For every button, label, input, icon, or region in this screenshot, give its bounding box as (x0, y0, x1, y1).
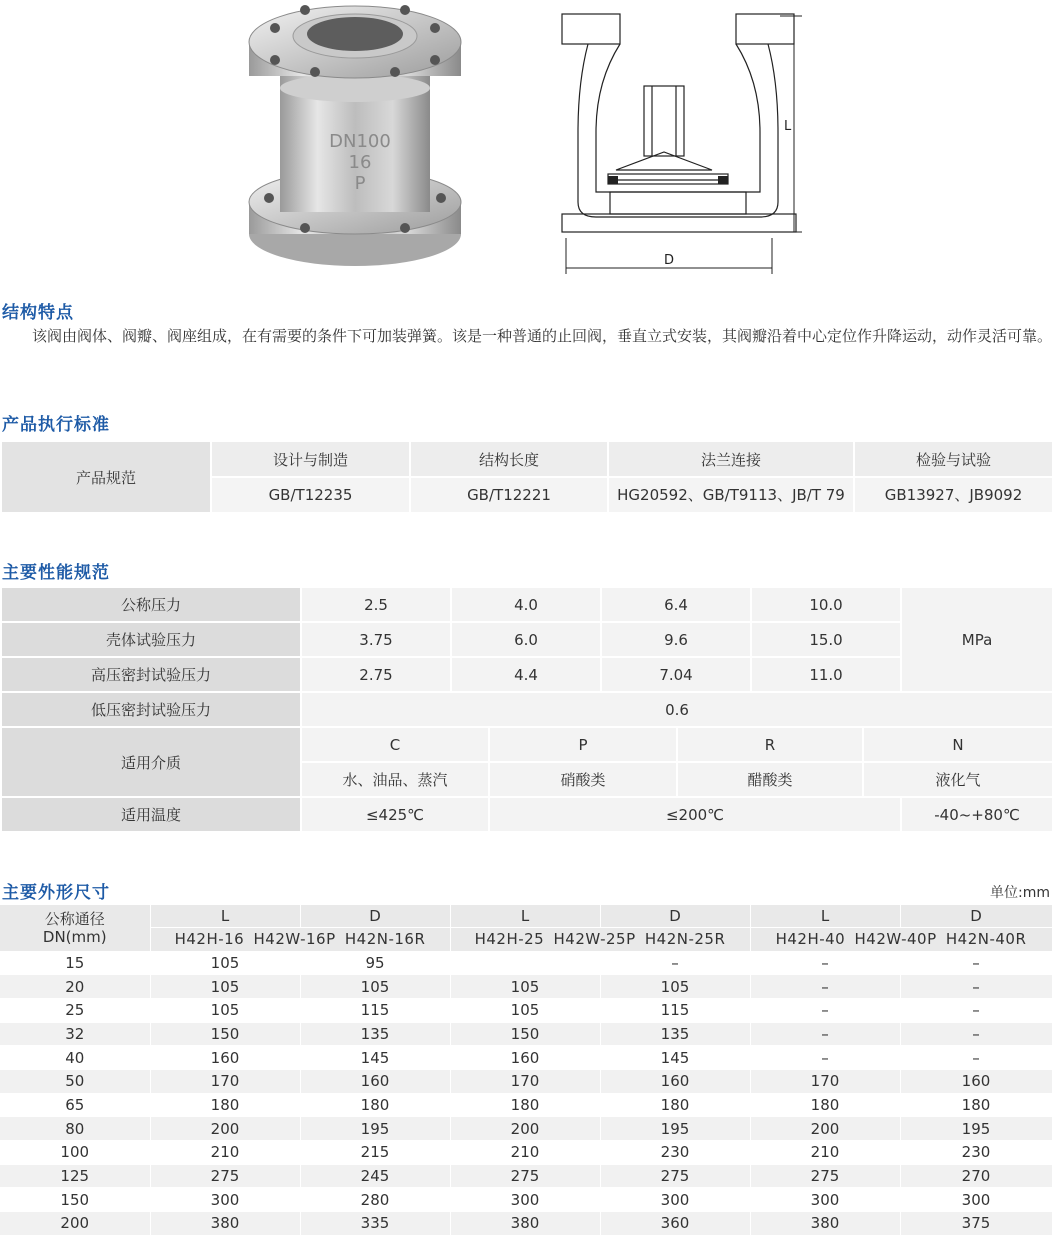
col-letter: L (750, 905, 900, 927)
standards-title: 产品执行标准 (2, 415, 110, 435)
dn-header-line: 公称通径 (44, 909, 105, 928)
temperature-value: -40~+80℃ (901, 797, 1052, 832)
dim-cell: 105 (150, 951, 300, 975)
dim-cell: 200 (750, 1117, 900, 1141)
dim-cell: 105 (600, 975, 750, 999)
perf-value: 6.4 (601, 587, 751, 622)
dim-cell: 275 (750, 1164, 900, 1188)
dim-cell: 105 (300, 975, 450, 999)
dim-cell: – (750, 951, 900, 975)
dimension-label-d: D (664, 253, 675, 268)
dim-cell: 215 (300, 1141, 450, 1165)
perf-value: 15.0 (751, 622, 901, 657)
table-row (0, 975, 1052, 999)
dim-cell: 300 (900, 1188, 1052, 1212)
table-row (0, 1117, 1052, 1141)
dim-cell: 170 (750, 1069, 900, 1093)
dim-cell: 230 (600, 1141, 750, 1165)
media-code: R (677, 727, 863, 762)
dn-header-line: DN(mm) (42, 927, 107, 946)
dim-cell: 170 (450, 1069, 600, 1093)
dn-cell: 50 (0, 1069, 150, 1093)
dim-cell: 180 (150, 1093, 300, 1117)
perf-unit: MPa (901, 587, 1052, 692)
media-code: P (489, 727, 677, 762)
dim-cell: 210 (750, 1141, 900, 1165)
dn-cell: 200 (0, 1212, 150, 1236)
dim-cell: 195 (300, 1117, 450, 1141)
dim-cell: – (900, 1022, 1052, 1046)
standards-header: 结构长度 (410, 441, 608, 477)
standards-header: 法兰连接 (608, 441, 854, 477)
valve-photo (245, 2, 465, 272)
dim-cell: 275 (600, 1164, 750, 1188)
temperature-value: ≤200℃ (489, 797, 901, 832)
dim-cell: 145 (300, 1046, 450, 1070)
col-letter: L (150, 905, 300, 927)
dim-cell: 245 (300, 1164, 450, 1188)
dn-cell: 40 (0, 1046, 150, 1070)
dim-cell: – (750, 1046, 900, 1070)
dn-cell: 20 (0, 975, 150, 999)
dim-cell: 135 (300, 1022, 450, 1046)
temperature-value: ≤425℃ (301, 797, 489, 832)
perf-value: 0.6 (301, 692, 1052, 727)
photo-marking-material: P (354, 173, 366, 194)
dim-cell: 160 (150, 1046, 300, 1070)
dim-cell: 275 (150, 1164, 300, 1188)
media-name: 醋酸类 (677, 762, 863, 797)
table-row (0, 1093, 1052, 1117)
dn-cell: 25 (0, 998, 150, 1022)
dn-cell: 125 (0, 1164, 150, 1188)
structure-title: 结构特点 (2, 303, 74, 323)
unit-note: 单位:mm (990, 885, 1050, 901)
dn-cell: 65 (0, 1093, 150, 1117)
dim-cell: 280 (300, 1188, 450, 1212)
dim-cell: 195 (600, 1117, 750, 1141)
photo-marking-pn: 16 (348, 152, 372, 173)
dim-cell: 150 (150, 1022, 300, 1046)
performance-title: 主要性能规范 (2, 563, 110, 583)
dim-cell: 160 (900, 1069, 1052, 1093)
dim-cell: 180 (300, 1093, 450, 1117)
dim-cell: 170 (150, 1069, 300, 1093)
media-name: 液化气 (863, 762, 1052, 797)
dim-cell: 360 (600, 1212, 750, 1236)
dim-cell: 180 (450, 1093, 600, 1117)
perf-value: 11.0 (751, 657, 901, 692)
dim-cell: 160 (600, 1069, 750, 1093)
dim-cell: – (750, 975, 900, 999)
perf-row-label: 低压密封试验压力 (1, 692, 301, 727)
model-group: H42H-16 H42W-16P H42N-16R (150, 927, 450, 951)
dim-cell: 300 (450, 1188, 600, 1212)
media-code: C (301, 727, 489, 762)
perf-row-label: 公称压力 (1, 587, 301, 622)
dim-cell: – (900, 975, 1052, 999)
dim-cell: 105 (450, 998, 600, 1022)
dn-cell: 32 (0, 1022, 150, 1046)
standards-table (0, 440, 1052, 514)
dim-cell: 160 (450, 1046, 600, 1070)
dim-cell: 380 (150, 1212, 300, 1236)
model-group: H42H-25 H42W-25P H42N-25R (450, 927, 750, 951)
dim-cell: – (750, 1022, 900, 1046)
dim-cell: 115 (600, 998, 750, 1022)
col-letter: D (600, 905, 750, 927)
photo-marking-dn: DN100 (329, 131, 391, 152)
perf-value: 4.0 (451, 587, 601, 622)
perf-row-label: 高压密封试验压力 (1, 657, 301, 692)
table-row (0, 1188, 1052, 1212)
perf-value: 6.0 (451, 622, 601, 657)
valve-section-drawing (548, 2, 810, 280)
dim-cell: 115 (300, 998, 450, 1022)
dn-cell: 15 (0, 951, 150, 975)
table-row (0, 1141, 1052, 1165)
dimensions-table (0, 905, 1052, 1236)
dim-cell: 105 (450, 975, 600, 999)
standards-value: GB13927、JB9092 (854, 477, 1052, 513)
dim-cell: 380 (450, 1212, 600, 1236)
dim-cell: 210 (150, 1141, 300, 1165)
col-letter: D (900, 905, 1052, 927)
standards-header: 设计与制造 (211, 441, 410, 477)
standards-row-label: 产品规范 (1, 441, 211, 513)
dim-cell: 180 (750, 1093, 900, 1117)
dimension-label-l: L (784, 119, 792, 134)
dim-cell: 300 (750, 1188, 900, 1212)
dim-cell: 150 (450, 1022, 600, 1046)
dim-cell: 375 (900, 1212, 1052, 1236)
perf-value: 7.04 (601, 657, 751, 692)
perf-row-label: 适用温度 (1, 797, 301, 832)
dim-cell: 230 (900, 1141, 1052, 1165)
media-name: 硝酸类 (489, 762, 677, 797)
standards-header: 检验与试验 (854, 441, 1052, 477)
table-row (0, 1022, 1052, 1046)
media-code: N (863, 727, 1052, 762)
perf-row-label: 壳体试验压力 (1, 622, 301, 657)
perf-row-label: 适用介质 (1, 727, 301, 797)
dn-cell: 80 (0, 1117, 150, 1141)
dim-cell: 200 (450, 1117, 600, 1141)
dn-cell: 100 (0, 1141, 150, 1165)
dim-cell: 300 (600, 1188, 750, 1212)
col-letter: L (450, 905, 600, 927)
dim-cell: 180 (900, 1093, 1052, 1117)
dim-cell: 300 (150, 1188, 300, 1212)
dim-cell: – (750, 998, 900, 1022)
table-row (0, 1212, 1052, 1236)
dim-cell: – (600, 951, 750, 975)
performance-table (0, 586, 1052, 833)
dim-cell: 335 (300, 1212, 450, 1236)
table-row (0, 1046, 1052, 1070)
dim-cell: 95 (300, 951, 450, 975)
table-row (0, 1069, 1052, 1093)
dn-header (0, 905, 150, 951)
dim-cell: – (900, 998, 1052, 1022)
perf-value: 9.6 (601, 622, 751, 657)
table-row (0, 951, 1052, 975)
dim-cell: 180 (600, 1093, 750, 1117)
dim-cell: 210 (450, 1141, 600, 1165)
standards-value: GB/T12221 (410, 477, 608, 513)
perf-value: 3.75 (301, 622, 451, 657)
table-row (0, 1164, 1052, 1188)
dim-cell: 270 (900, 1164, 1052, 1188)
dim-cell: 195 (900, 1117, 1052, 1141)
dim-cell: 135 (600, 1022, 750, 1046)
standards-value: GB/T12235 (211, 477, 410, 513)
col-letter: D (300, 905, 450, 927)
table-row (0, 998, 1052, 1022)
perf-value: 2.5 (301, 587, 451, 622)
dim-cell: 380 (750, 1212, 900, 1236)
dim-cell: 105 (150, 975, 300, 999)
dim-cell: 275 (450, 1164, 600, 1188)
dimensions-title: 主要外形尺寸 (2, 883, 110, 903)
dn-cell: 150 (0, 1188, 150, 1212)
media-name: 水、油品、蒸汽 (301, 762, 489, 797)
perf-value: 10.0 (751, 587, 901, 622)
dim-cell: 200 (150, 1117, 300, 1141)
perf-value: 4.4 (451, 657, 601, 692)
dim-cell (450, 951, 600, 975)
structure-description: 该阀由阀体、阀瓣、阀座组成，在有需要的条件下可加装弹簧。该是一种普通的止回阀，垂直立式安装，其阀瓣沿着中心定位作升降运动，动作灵活可靠。 (32, 327, 1052, 345)
dim-cell: 105 (150, 998, 300, 1022)
dim-cell: – (900, 1046, 1052, 1070)
dim-cell: – (900, 951, 1052, 975)
standards-value: HG20592、GB/T9113、JB/T 79 (608, 477, 854, 513)
perf-value: 2.75 (301, 657, 451, 692)
model-group: H42H-40 H42W-40P H42N-40R (750, 927, 1052, 951)
dim-cell: 145 (600, 1046, 750, 1070)
dim-cell: 160 (300, 1069, 450, 1093)
